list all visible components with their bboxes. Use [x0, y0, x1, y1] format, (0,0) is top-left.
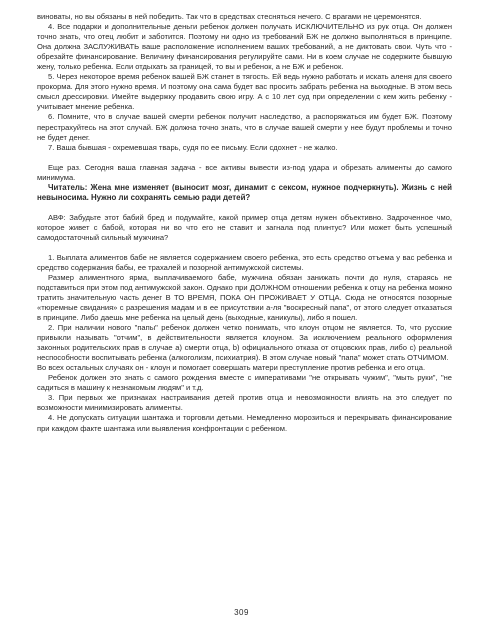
paragraph-summary: Еще раз. Сегодня ваша главная задача - все активы вывести из-под удара и обрезать алименты до самого минимума. [37, 162, 452, 182]
paragraph-answer-2-imperatives: Ребенок должен это знать с самого рождения вместе с императивами "не открывать чужим", "мыть руки", "не садиться в машину к незнакомым людям" и т.д. [37, 373, 452, 393]
paragraph-answer-1-detail: Размер алиментного ярма, выплачиваемого бабе, мужчина обязан занижать почти до нуля, стараясь не подставиться при этом под антимужской закон. Однако при ДОЛЖНОМ отношении ребенка к отцу на ребенка можно тратить значительную часть денег В ТО ВРЕМЯ, ПОКА ОН ПРОЖИВАЕТ У ОТЦА. Сюда не относятся позорные «тюремные свидания» с разрешения мадам и в ее присутствии а-ля "воскресный папа", от этого следует отказаться в принципе. Либо даешь мне ребенка на целый день (выходные, каникулы), либо я пошел. [37, 272, 452, 322]
page-number: 309 [234, 608, 249, 617]
answer-intro: АВФ: Забудьте этот бабий бред и подумайте, какой пример отца детям нужен объективно. Задроченное чмо, которое живет с бабой, которая ни во что его не ставит и загнала под плинтус? Или может быть успешный самодостаточный сильный мужчина? [37, 212, 452, 242]
paragraph-answer-2-continued: Во всех остальных случаях он - клоун и помогает совершать матери преступление против ребенка и его отца. [37, 363, 426, 373]
paragraph-answer-4: 4. Не допускать ситуации шантажа и торговли детьми. Немедленно морозиться и перекрывать финансирование при каждом факте шантажа или выявления конфронтации с ребенком. [37, 413, 452, 433]
paragraph-point-5: 5. Через некоторое время ребенок вашей БЖ станет в тягость. Ей ведь нужно работать и искать аленя для своего прокорма. Для этого нужно время. И поэтому она сама будет вас просить забрать ребенка на выходные. В этом весь смысл дрессировки. Имейте выдержку продавить свою игру. А с 10 лет суд при определении с кем жить ребенку - учитывает мнение ребенка. [37, 72, 452, 112]
paragraph-point-7: 7. Ваша бывшая - охремевшая тварь, судя по ее письму. Если сдохнет - не жалко. [48, 142, 338, 152]
paragraph-point-4: 4. Все подарки и дополнительные деньги ребенок должен получать ИСКЛЮЧИТЕЛЬНО из рук отца. Он должен точно знать, что отец любит и заботится. Поэтому ни одно из требований БЖ не должно выполняться в принципе. Она должна ЗАСЛУЖИВАТЬ ваше расположение исполнением ваших требований, а не диктовать свои. Чуть что - обрезайте финансирование. Величину финансирования регулируйте сами. Ни в коем случае не содержите бывшую жену, только ребенка. Если отдыхать за границей, то вы и ребенок, а не БЖ и ребенок. [37, 22, 452, 72]
paragraph-answer-1: 1. Выплата алиментов бабе не является содержанием своего ребенка, это есть средство отъема у вас ребенка и средство содержания бабы, ее трахалей и позорной антимужской системы. [37, 252, 452, 272]
paragraph-answer-2: 2. При наличии нового "папы" ребенок должен четко понимать, что клоун отцом не является. То, что русские привыкли называть "отчим", в действительности является клоуном. За исключением реального оформления законных родительских прав в случае a) смерти отца, b) официального отказа от отцовских прав, либо с) реальной неспособности воспитывать ребенка (алкоголизм, психиатрия). В этом случае новый "папа" может стать ОТЧИМОМ. [37, 323, 452, 363]
paragraph-answer-3: 3. При первых же признаках настраивания детей против отца и невозможности влиять на это следует по возможности минимизировать алименты. [37, 393, 452, 413]
reader-question: Читатель: Жена мне изменяет (выносит мозг, динамит с сексом, нужное подчеркнуть). Жизнь с ней невыносима. Нужно ли сохранять семью ради детей? [37, 182, 452, 203]
paragraph-continued: виноваты, но вы обязаны в ней победить. Так что в средствах стесняться нечего. С врагами не церемонятся. [37, 12, 422, 21]
paragraph-point-6: 6. Помните, что в случае вашей смерти ребенок получит наследство, а распоряжаться им будет БЖ. Поэтому перестрахуйтесь на этот случай. БЖ должна точно знать, что в случае вашей смерти у нее будут проблемы и точно не будет денег. [37, 112, 452, 142]
